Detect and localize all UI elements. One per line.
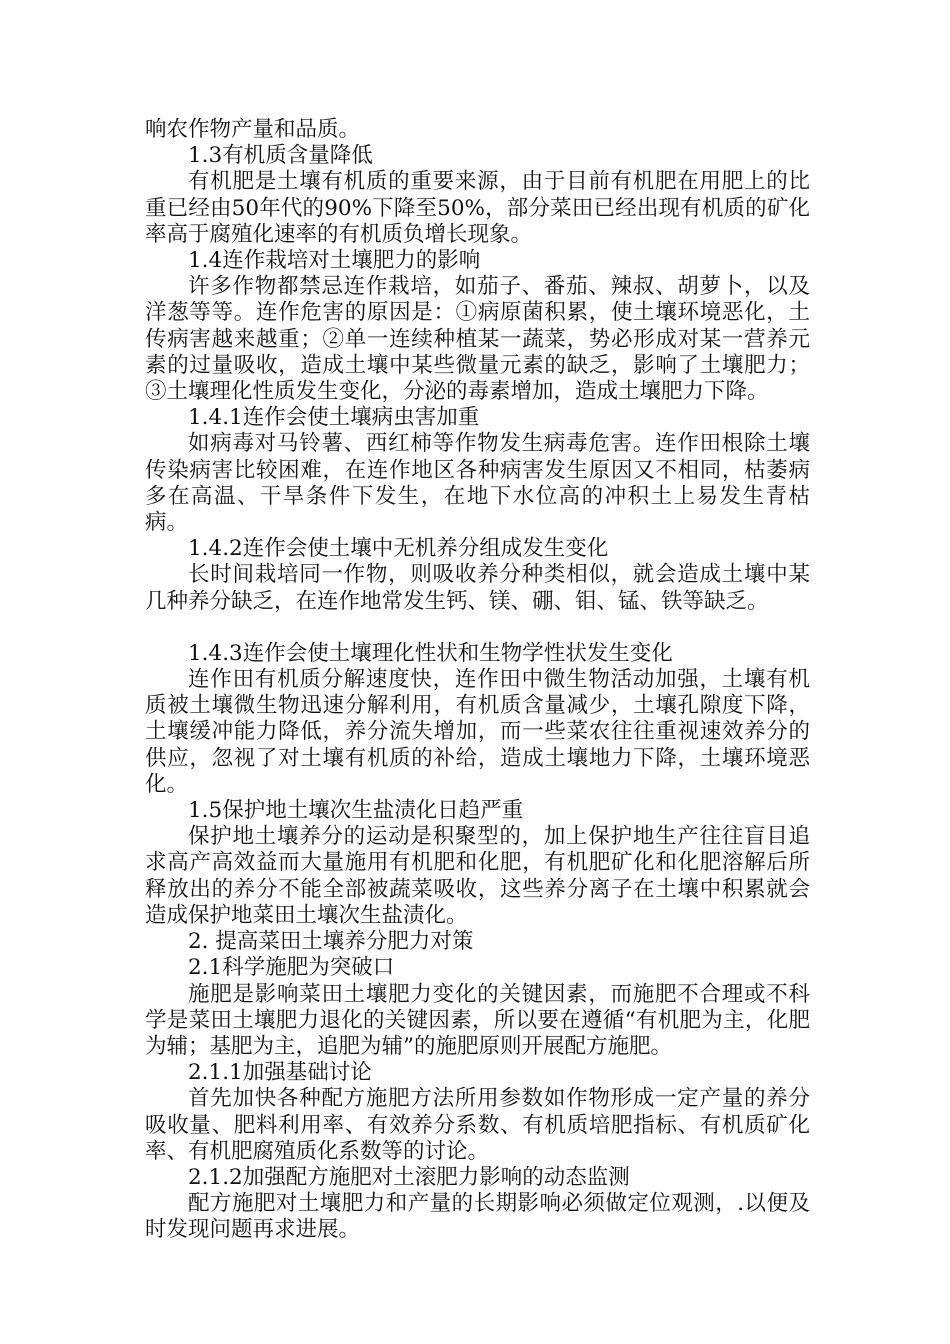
subsection-heading: 1.4.3连作会使土壤理化性状和生物学性状发生变化 xyxy=(188,640,673,666)
blank-line xyxy=(145,615,810,641)
section-heading: 1.5保护地土壤次生盐渍化日趋严重 xyxy=(188,798,524,824)
section-heading: 2.1科学施肥为突破口 xyxy=(188,955,395,981)
paragraph: 有机肥是土壤有机质的重要来源，由于目前有机肥在用肥上的比重已经由50年代的90%下降至50%，部分菜田已经出现有机质的矿化率高于腐殖化速率的有机质负增长现象。 xyxy=(145,169,810,247)
subsection-heading: 1.4.1连作会使土壤病虫害加重 xyxy=(188,405,480,431)
subsection-heading: 1.4.2连作会使土壤中无机养分组成发生变化 xyxy=(188,536,609,562)
subsection-heading: 2.1.1加强基础讨论 xyxy=(188,1060,372,1086)
section-heading: 1.3有机质含量降低 xyxy=(188,143,373,169)
paragraph: 施肥是影响菜田土壤肥力变化的关键因素，而施肥不合理或不科学是菜田土壤肥力退化的关键因素，所以要在遵循“有机肥为主，化肥为辅；基肥为主，追肥为辅”的施肥原则开展配方施肥。 xyxy=(145,981,810,1059)
section-heading: 1.4连作栽培对土壤肥力的影响 xyxy=(188,248,481,274)
paragraph: 首先加快各种配方施肥方法所用参数如作物形成一定产量的养分吸收量、肥料利用率、有效养分系数、有机质培肥指标、有机质矿化率、有机肥腐殖质化系数等的讨论。 xyxy=(145,1086,810,1164)
chapter-heading: 2. 提高菜田土壤养分肥力对策 xyxy=(188,929,474,955)
paragraph: 长时间栽培同一作物，则吸收养分种类相似，就会造成土壤中某几种养分缺乏，在连作地常发生钙、镁、硼、钼、锰、铁等缺乏。 xyxy=(145,562,810,614)
paragraph: 保护地土壤养分的运动是积聚型的，加上保护地生产往往盲目追求高产高效益而大量施用有机肥和化肥，有机肥矿化和化肥溶解后所释放出的养分不能全部被蔬菜吸收，这些养分离子在土壤中积累就会造成保护地菜田土壤次生盐渍化。 xyxy=(145,824,810,928)
subsection-heading: 2.1.2加强配方施肥对土滚肥力影响的动态监测 xyxy=(188,1164,630,1190)
document-body xyxy=(145,117,810,1244)
paragraph: 如病毒对马铃薯、西红柿等作物发生病毒危害。连作田根除土壤传染病害比较困难，在连作地区各种病害发生原因又不相同，枯萎病多在高温、干旱条件下发生，在地下水位高的冲积土上易发生青枯病。 xyxy=(145,431,810,536)
paragraph: 许多作物都禁忌连作栽培，如茄子、番茄、辣叔、胡萝卜，以及洋葱等等。连作危害的原因是：①病原菌积累，使土壤环境恶化，土传病害越来越重；②单一连续种植某一蔬菜，势必形成对某一营养元素的过量吸收，造成土壤中某些微量元素的缺乏，影响了土壤肥力；③土壤理化性质发生变化，分泌的毒素增加，造成土壤肥力下降。 xyxy=(145,274,810,405)
paragraph: 配方施肥对土壤肥力和产量的长期影响必须做定位观测，.以便及时发现问题再求进展。 xyxy=(145,1191,810,1243)
paragraph: 响农作物产量和品质。 xyxy=(145,117,361,142)
paragraph: 连作田有机质分解速度快，连作田中微生物活动加强，土壤有机质被土壤微生物迅速分解利用，有机质含量减少，土壤孔隙度下降，土壤缓冲能力降低，养分流失增加，而一些菜农往往重视速效养分的供应，忽视了对土壤有机质的补给，造成土壤地力下降，土壤环境恶化。 xyxy=(145,667,810,797)
